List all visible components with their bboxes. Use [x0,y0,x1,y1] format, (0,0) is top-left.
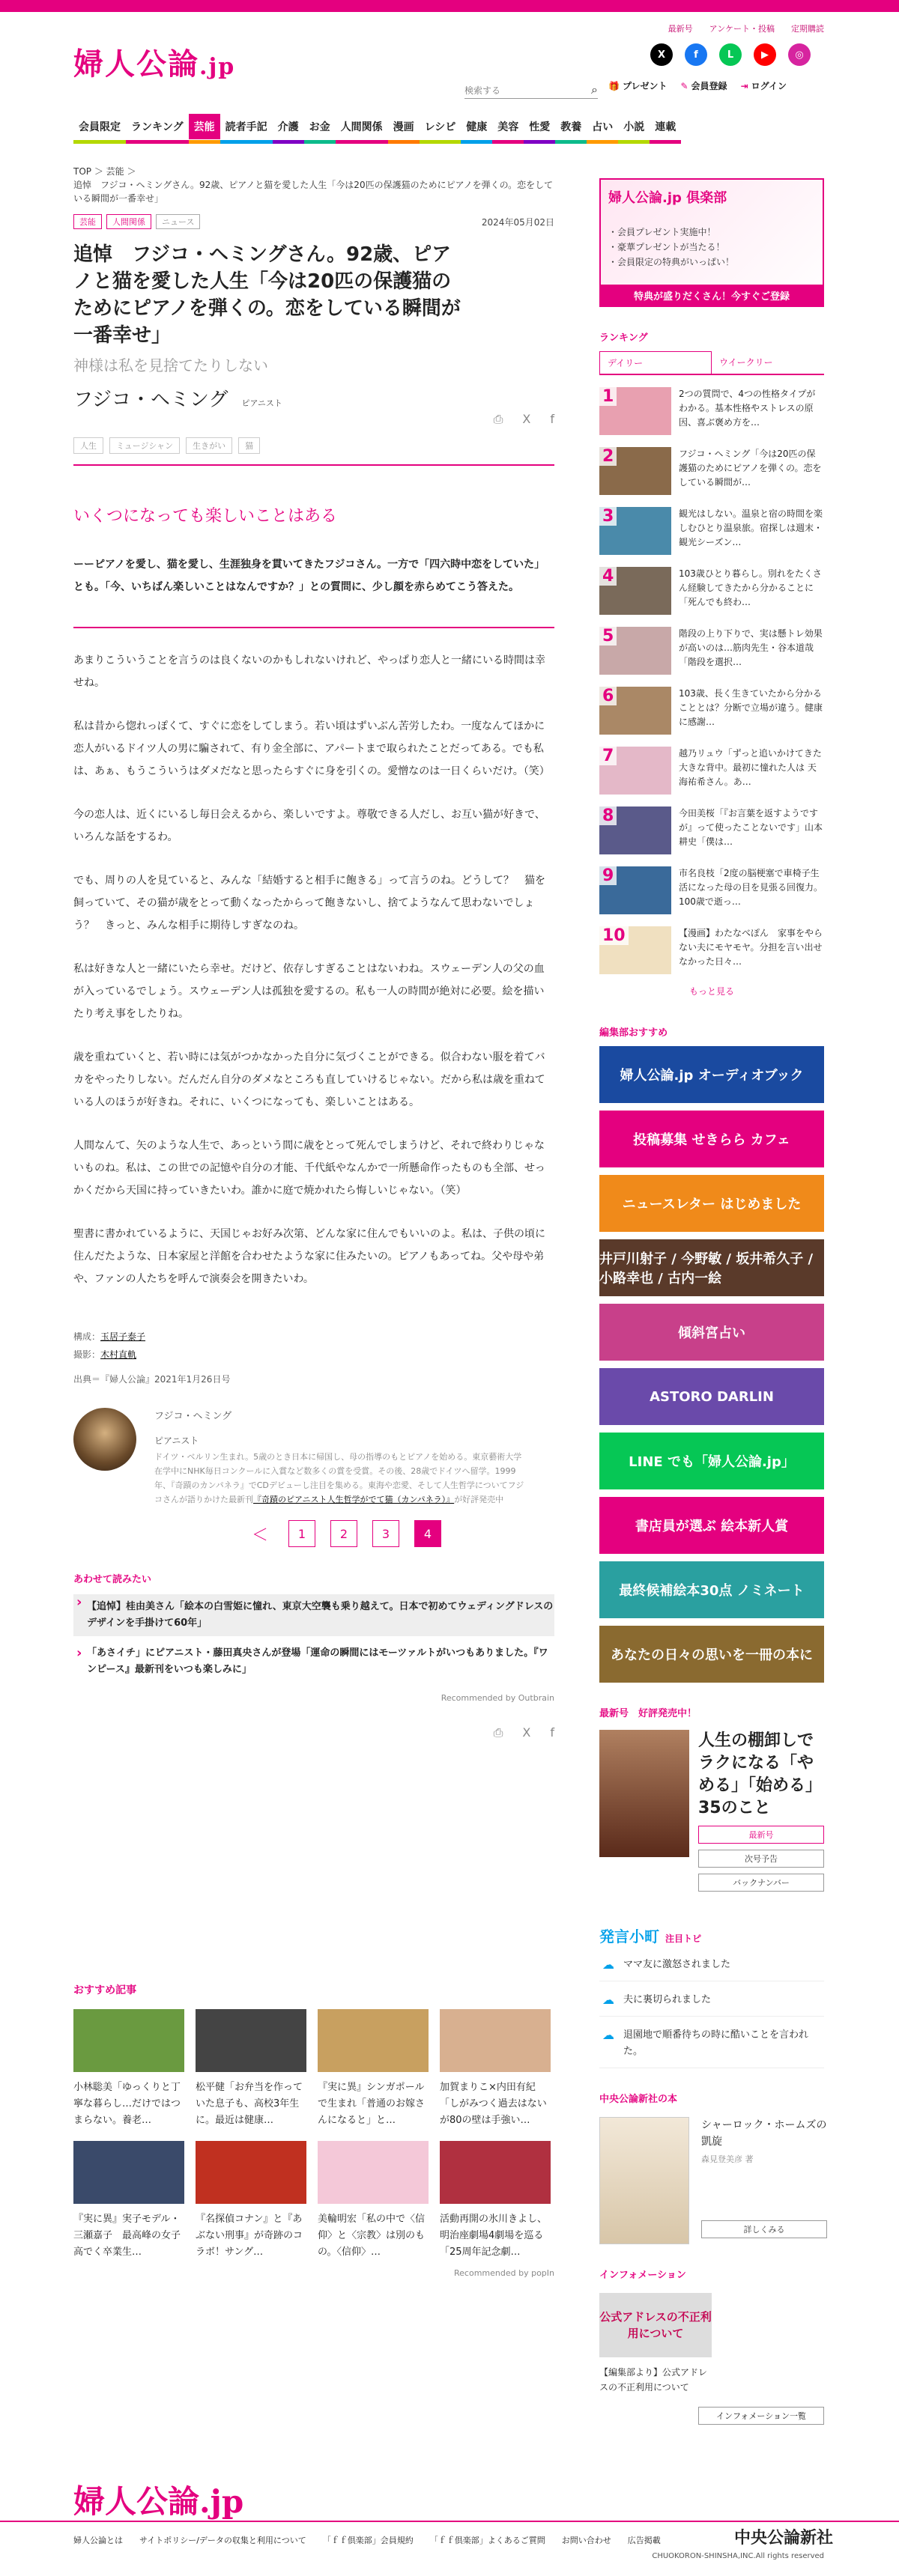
facebook-share-icon[interactable]: f [550,412,554,426]
profile-book-link[interactable]: 『奇蹟のピアニスト人生哲学がでて猫（カンパネラ）』 [253,1495,455,1504]
recommend-text: 加賀まりこ×内田有紀「しがみつく過去はないが80の壁は手強い… [440,2082,547,2126]
chuokoron-book [599,2117,827,2244]
book-title: シャーロック・ホームズの凱旋 [701,2119,827,2148]
recommend-section [73,1982,554,2278]
credit-writer-link[interactable]: 玉居子泰子 [100,1331,146,1342]
edit-icon: ✎ [680,81,688,91]
article-paragraph: 聖書に書かれているように、天国じゃお好み次第、どんな家に住んでもいいのよ。私は、子供の頃に住んだたような、日本家屋と洋館を合わせたような家に住みたいの。ピアノもあってね。父や母や弟や、ファンの人たちを呼んで演奏会を開きたいわ。 [73,1228,545,1285]
nav-item-13[interactable]: 占い [587,114,618,139]
instagram-icon[interactable]: ◎ [788,43,811,66]
toplink-survey[interactable]: アンケート・投稿 [709,24,775,34]
nav-item-4[interactable]: 介護 [273,114,304,139]
search-icon[interactable]: ⌕ [591,82,598,97]
sidebar-banner[interactable]: 井戸川射子 / 今野敏 / 坂井希久子 / 小路幸也 / 古内一絵 [599,1239,824,1296]
info-text[interactable]: 【編集部より】公式アドレスの不正利用について [599,2367,708,2393]
newest-cover[interactable] [599,1730,689,1857]
sidebar-banner[interactable]: あなたの日々の思いを一冊の本に [599,1626,824,1683]
utility-links [608,79,787,92]
ranking-item[interactable] [599,567,824,615]
ranking-text: 【漫画】わたなべぽん 家事をやらない夫にモヤモヤ。分担を言い出せなかった日々… [679,928,823,967]
ranking-number: 6 [599,687,617,705]
toplink-latest[interactable]: 最新号 [668,24,693,34]
club-banner[interactable] [599,178,824,307]
footer-nav [73,2534,661,2546]
recommend-thumbnail [196,2141,306,2204]
sidebar-banner[interactable]: 最終候補絵本30点 ノミネート [599,1561,824,1618]
ranking-thumbnail [599,866,671,914]
ranking-text: フジコ・ヘミング「今は20匹の保護猫のためにピアノを弾くの。恋をしている瞬間が… [679,449,822,487]
recommend-card[interactable] [196,2009,306,2129]
keyword-tag[interactable]: 人生 [73,437,103,454]
newest-issue [599,1730,824,1892]
komachi-item[interactable]: ☁ 退園地で順番待ちの時に酷いことを言われた。 [599,2027,824,2068]
nav-item-1[interactable]: ランキング [126,114,189,139]
info-list-button[interactable]: インフォメーション一覧 [698,2407,824,2425]
x-share-icon[interactable]: X [522,1725,531,1740]
keyword-tag[interactable]: 生きがい [186,437,232,454]
present-link[interactable]: 🎁 プレゼント [608,81,668,91]
ranking-thumbnail [599,627,671,675]
article-paragraph: でも、周りの人を見ていると、みんな「結婚すると相手に飽きる」って言うのね。どうして？ 猫を飼っていて、その猫が歳をとって動くなったからって飽きないし、捨てようなんて思わないでしょう？ きっと、みんな相手に期待しすぎなのね。 [73,875,545,932]
page-4-button[interactable]: 4 [414,1520,441,1547]
pagination [133,1520,554,1547]
ranking-thumbnail [599,806,671,854]
x-icon[interactable]: X [650,43,673,66]
komachi-item[interactable]: ☁ ママ友に激怒されました [599,1957,824,1981]
nav-item-15[interactable]: 連載 [650,114,681,139]
profile-name: フジコ・ヘミング [154,1411,232,1422]
info-title: インフォメーション [599,2270,686,2281]
recommend-thumbnail [196,2009,306,2072]
article-paragraph: あまりこういうことを言うのは良くないのかもしれないけれど、やっぱり恋人と一緒にいる時間は幸せね。 [73,654,545,689]
nav-item-2[interactable]: 芸能 [189,114,220,139]
ranking-number: 8 [599,806,617,825]
ranking-list [599,387,824,974]
sidebar [599,178,827,2425]
ranking-thumbnail [599,567,671,615]
ranking-text: 観光はしない。温泉と宿の時間を楽しむひとり温泉旅。宿探しは週末・観光シーズン… [679,508,823,547]
ranking-text: 市名良枝「2度の脳梗塞で車椅子生活になった母の目を見張る回復力。100歳で逝っ… [679,868,823,907]
recommend-thumbnail [73,2141,184,2204]
company-logo[interactable]: 中央公論新社 [734,2528,834,2548]
recommend-title: おすすめ記事 [73,1984,137,1996]
recommend-text: 『実に異』実子モデル・三瀬嘉子 最高峰の女子高でく卒業生… [73,2214,181,2258]
author-line [73,384,554,412]
login-icon: ⇥ [740,81,748,91]
print-icon[interactable]: ⎙ [493,412,503,426]
ranking-item[interactable] [599,687,824,735]
ranking-title: ランキング [599,332,648,344]
editor-picks-title: 編集部おすすめ [599,1027,668,1039]
recommend-card[interactable] [73,2009,184,2129]
ranking-thumbnail [599,507,671,555]
section-heading: いくつになっても楽しいことはある [73,507,338,526]
komachi-title: 発言小町 注目トピ [599,1928,702,1945]
next-issue-button[interactable]: 次号予告 [698,1850,824,1868]
recommend-text: 『実に異』シンガポールで生まれ「普通のお嫁さんになると」と… [318,2082,426,2126]
ranking-number: 5 [599,627,617,645]
ranking-text: 階段の上り下りで、実は懸トレ効果が高いのは…筋肉先生・谷本道哉「階段を選択… [679,628,823,667]
youtube-icon[interactable]: ▶ [754,43,776,66]
recommend-card[interactable] [73,2141,184,2261]
share-buttons-bottom [73,1725,554,1740]
ranking-item[interactable] [599,926,824,974]
ranking-item[interactable] [599,806,824,854]
club-banner-text: ・会員プレゼント実施中！ ・豪華プレゼントが当たる！ ・会員限定の特典がいっぱい！ [608,227,735,267]
recommend-thumbnail [440,2009,551,2072]
sidebar-banner[interactable]: 婦人公論.jp オーディオブック [599,1046,824,1103]
ranking-item[interactable] [599,447,824,495]
sidebar-banner[interactable]: 投稿募集 せきらら カフェ [599,1111,824,1167]
page-3-button[interactable]: 3 [372,1520,399,1547]
info-image[interactable]: 公式アドレスの不正利用について [599,2293,712,2357]
nav-item-8[interactable]: レシピ [420,114,461,139]
prev-page-button[interactable]: ＜ [251,1525,268,1545]
footer-link[interactable]: 「ｆｆ倶楽部」よくあるご質問 [429,2536,545,2545]
newest-title: 最新号 好評発売中！ [599,1708,697,1719]
sidebar-banner[interactable]: ニュースレター はじめました [599,1175,824,1232]
recommend-grid [73,2009,554,2261]
nav-item-10[interactable]: 美容 [492,114,524,139]
divider [73,464,554,466]
x-share-icon[interactable]: X [522,412,531,426]
tab-daily[interactable]: デイリー [599,351,712,374]
article-paragraph: 私は昔から惚れっぽくて、すぐに恋をしてしまう。若い頃はずいぶん苦労したわ。一度なんてほかに恋人がいるドイツ人の男に騙されて、有り金全部に、アパートまで取られたことだってある。でも私は、あぁ、もうこういうはダメだなと思ったらすぐに身を引くの。愛憎なのは一日くらいだけ。（笑） [73,720,550,777]
book-detail-button[interactable]: 詳しくみる [701,2220,827,2238]
ranking-number: 3 [599,507,617,526]
tag-news[interactable]: ニュース [156,214,200,229]
facebook-share-icon[interactable]: f [550,1725,554,1740]
ranking-item[interactable] [599,627,824,675]
related-title: あわせて読みたい [73,1574,152,1585]
print-icon[interactable]: ⎙ [493,1725,503,1740]
popin-credit[interactable]: Recommended by popIn [454,2268,554,2278]
article-main [73,165,554,1740]
social-links [650,43,811,66]
related-link[interactable]: › 「あさイチ」にピアニスト・藤田真央さんが登場「運命の瞬間にはモーツァルトがいつもありました。『ワンピース』最新刊をいつも楽しみに」 [73,1645,554,1678]
ranking-thumbnail [599,687,671,735]
nav-item-12[interactable]: 教養 [555,114,587,139]
article-subtitle: 神様は私を見捨てたりしない [73,356,268,374]
ranking-thumbnail [599,926,671,974]
info-block [599,2293,824,2395]
recommend-text: 松平健「お弁当を作っていた息子も、高校3年生に。最近は健康… [196,2082,303,2126]
ranking-text: 越乃リュウ「ずっと追いかけてきた大きな背中。最初に憧れた人は 天海祐希さん。あ… [679,748,822,787]
footer-logo[interactable]: 婦人公論.jp [73,2483,244,2520]
chuokoron-title: 中央公論新社の本 [599,2094,678,2105]
search-box [464,76,598,99]
book-cover[interactable] [599,2117,689,2244]
recommend-thumbnail [318,2009,429,2072]
recommend-card[interactable] [440,2141,551,2261]
recommend-text: 美輪明宏「私の中で〈信仰〉と〈宗教〉は別のもの。〈信仰〉… [318,2214,426,2258]
ranking-item[interactable] [599,866,824,914]
article-paragraph: 歳を重ねていくと、若い時には気がつかなかった自分に気づくことができる。似合わない服を着てバカをやったりしない。だんだん自分のダメなところも直していけるじゃない。だから私は歳を重ねている人のほうが好きね。それに、いくつになっても、楽しいことはある。 [73,1051,545,1108]
author-role: ピアニスト [241,398,282,408]
category-nav [73,114,824,139]
facebook-icon[interactable]: f [685,43,707,66]
ranking-number: 7 [599,747,617,765]
latest-issue-button[interactable]: 最新号 [698,1826,824,1844]
recommend-card[interactable] [196,2141,306,2261]
top-links [637,22,824,34]
line-icon[interactable]: L [719,43,742,66]
sidebar-banner[interactable]: ASTORO DARLIN [599,1368,824,1425]
article-body [73,649,554,1290]
breadcrumb[interactable]: TOP ＞ 芸能 ＞ 追悼 フジコ・ヘミングさん。92歳、ピアノと猫を愛した人生「今は20匹の保護猫のためにピアノを弾くの。恋をしている瞬間が一番幸せ」 [73,166,554,204]
ranking-thumbnail [599,747,671,795]
page-1-button[interactable]: 1 [288,1520,315,1547]
login-link[interactable]: ⇥ ログイン [740,81,787,91]
ranking-text: 今田美桜「『お言葉を返すようですが』って使ったことないです」山本耕史「僕は… [679,808,823,847]
club-banner-title: 婦人公論.jp 俱楽部 [608,190,727,206]
author-profile [73,1408,554,1507]
share-buttons-top [73,412,554,427]
ranking-number: 1 [599,387,617,406]
site-logo[interactable]: 婦人公論.jp [73,46,236,82]
nav-item-11[interactable]: 性愛 [524,114,555,139]
tag-geinou[interactable]: 芸能 [73,214,102,229]
nav-item-5[interactable]: お金 [304,114,336,139]
recommend-text: 小林聡美「ゆっくりと丁寧な暮らし…だけではつまらない。養老… [73,2082,181,2126]
nav-item-6[interactable]: 人間関係 [336,114,388,139]
ranking-text: 103歳、長く生きていたから分かることとは？分断で立場が違う。健康に感謝… [679,688,823,727]
footer-link[interactable]: サイトポリシー/データの収集と利用について [139,2536,306,2545]
source-note: 出典＝『婦人公論』2021年1月26日号 [73,1374,231,1385]
book-author: 森見登美彦 著 [701,2154,754,2164]
profile-role: ピアニスト [154,1436,199,1446]
article-tags [73,214,554,229]
nav-item-14[interactable]: 小説 [618,114,650,139]
top-accent-bar [0,0,899,12]
komachi-item[interactable]: ☁ 夫に裏切られました [599,1992,824,2017]
keyword-tag[interactable]: ミュージシャン [109,437,180,454]
newest-headline: 人生の棚卸しでラクになる「やめる」「始める」35のこと [698,1731,823,1817]
ranking-item[interactable] [599,507,824,555]
footer-link[interactable]: お問い合わせ [561,2536,611,2545]
footer-divider [0,2521,899,2522]
recommend-card[interactable] [318,2141,429,2261]
ranking-number: 2 [599,447,617,466]
article-paragraph: 私は好きな人と一緒にいたら幸せ。だけど、依存しすぎることはないわね。スウェーデン人の父の血が入っているでしょう。スウェーデン人は孤独を愛するの。私も一人の時間が絶対に必要。絵を描いたり考え事をしたりね。 [73,963,545,1020]
sidebar-banner[interactable]: 傾斜宮占い [599,1304,824,1361]
credit-photographer-link[interactable]: 木村直軌 [100,1349,137,1360]
more-link[interactable]: もっと見る [689,986,735,997]
ranking-thumbnail [599,447,671,495]
recommend-text: 『名探偵コナン』と『あぶない刑事』が奇跡のコラボ！サング… [196,2214,303,2258]
ranking-number: 9 [599,866,617,885]
recommend-thumbnail [73,2009,184,2072]
nav-item-9[interactable]: 健康 [461,114,492,139]
footer-link[interactable]: 「ｆｆ倶楽部」会員規約 [322,2536,414,2545]
ranking-number: 10 [599,926,629,945]
keyword-tags [73,437,554,454]
article-title: 追悼 フジコ・ヘミングさん。92歳、ピアノと猫を愛した人生「今は20匹の保護猫のためにピアノを弾くの。恋をしている瞬間が一番幸せ」 [73,243,461,347]
back-number-button[interactable]: バックナンバー [698,1874,824,1892]
nav-item-3[interactable]: 読者手記 [220,114,273,139]
ranking-number: 4 [599,567,617,586]
article-paragraph: 人間なんて、矢のような人生で、あっという間に歳をとって死んでしまうけど、それで終わりじゃないものね。私は、この世での記憶や自分の才能、千代紙やなんかで一所懸命作ったものも全部、せっかくだから天国に持っていきたいわ。誰かに庭で焼かれたら悔しいじゃない。（笑） [73,1140,545,1197]
footer-link[interactable]: 広告掲載 [627,2536,661,2545]
ranking-item[interactable] [599,387,824,435]
recommend-card[interactable] [440,2009,551,2129]
avatar [73,1408,136,1471]
club-banner-cta[interactable]: 特典が盛りだくさん！今すぐご登録 [601,285,823,306]
recommend-thumbnail [440,2141,551,2204]
copyright: CHUOKORON-SHINSHA,INC.All rights reserved [652,2552,824,2560]
nav-item-7[interactable]: 漫画 [388,114,420,139]
credits: 構成：玉居子泰子 撮影：木村直軌 [73,1331,146,1360]
gift-icon: 🎁 [608,81,620,91]
article-lead: ーーピアノを愛し、猫を愛し、生涯独身を貫いてきたフジコさん。一方で「四六時中恋をしていた」とも。「今、いちばん楽しいことはなんですか？」との質問に、少し顔を赤らめてこう答えた。 [73,559,545,593]
outbrain-credit[interactable]: Recommended by Outbrain [441,1693,554,1703]
keyword-tag[interactable]: 猫 [238,437,260,454]
ranking-thumbnail [599,387,671,435]
editor-banners [599,1046,824,1683]
recommend-card[interactable] [318,2009,429,2129]
register-link[interactable]: ✎ 会員登録 [680,81,727,91]
tag-relations[interactable]: 人間関係 [106,214,151,229]
article-paragraph: 今の恋人は、近くにいるし毎日会えるから、楽しいですよ。尊敬できる人だし、お互い猫が好きで、いろんな話をするわ。 [73,809,545,843]
article-date: 2024年05月02日 [481,216,554,228]
tab-weekly[interactable]: ウイークリー [719,357,773,368]
sidebar-banner[interactable]: 書店員が選ぶ 絵本新人賞 [599,1497,824,1554]
recommend-text: 活動再開の氷川きよし、明治座劇場4劇場を巡る「25周年記念劇… [440,2214,548,2258]
toplink-subscribe[interactable]: 定期購読 [791,24,824,34]
related-link[interactable]: › 【追悼】桂由美さん「絵本の白雪姫に憧れ、東京大空襲も乗り越えて。日本で初めてウェディングドレスのデザインを手掛けて60年」 [73,1594,554,1636]
ranking-tabs [599,351,824,375]
footer-link[interactable]: 婦人公論とは [73,2536,123,2545]
divider [73,627,554,628]
ranking-item[interactable] [599,747,824,795]
sidebar-banner[interactable]: LINE でも「婦人公論.jp」 [599,1433,824,1489]
author-name[interactable]: フジコ・ヘミング [73,389,228,411]
search-input[interactable] [464,82,569,98]
nav-item-0[interactable]: 会員限定 [73,114,126,139]
recommend-thumbnail [318,2141,429,2204]
page-2-button[interactable]: 2 [330,1520,357,1547]
profile-text: ドイツ・ベルリン生まれ。5歳のとき日本に帰国し、母の指導のもとピアノを始める。東京藝術大学在学中にNHK毎日コンクールに入賞など数多くの賞を受賞。その後、28歳でドイツへ留学。1999年、『奇蹟のカンパネラ』でCDデビューし注目を集める。東海や恋愛、そして人生哲学についてフジコさんが語りかけた最新刊『奇蹟のピアニスト人生哲学がでて猫（カンパネラ）』が好評発売中 [154,1452,524,1504]
ranking-text: 103歳ひとり暮らし。別れをたくさん経験してきたから分かることに「死んでも終わ… [679,568,822,607]
ranking-text: 2つの質問で、4つの性格タイプがわかる。基本性格やストレスの原因、喜ぶ褒め方を… [679,389,816,428]
